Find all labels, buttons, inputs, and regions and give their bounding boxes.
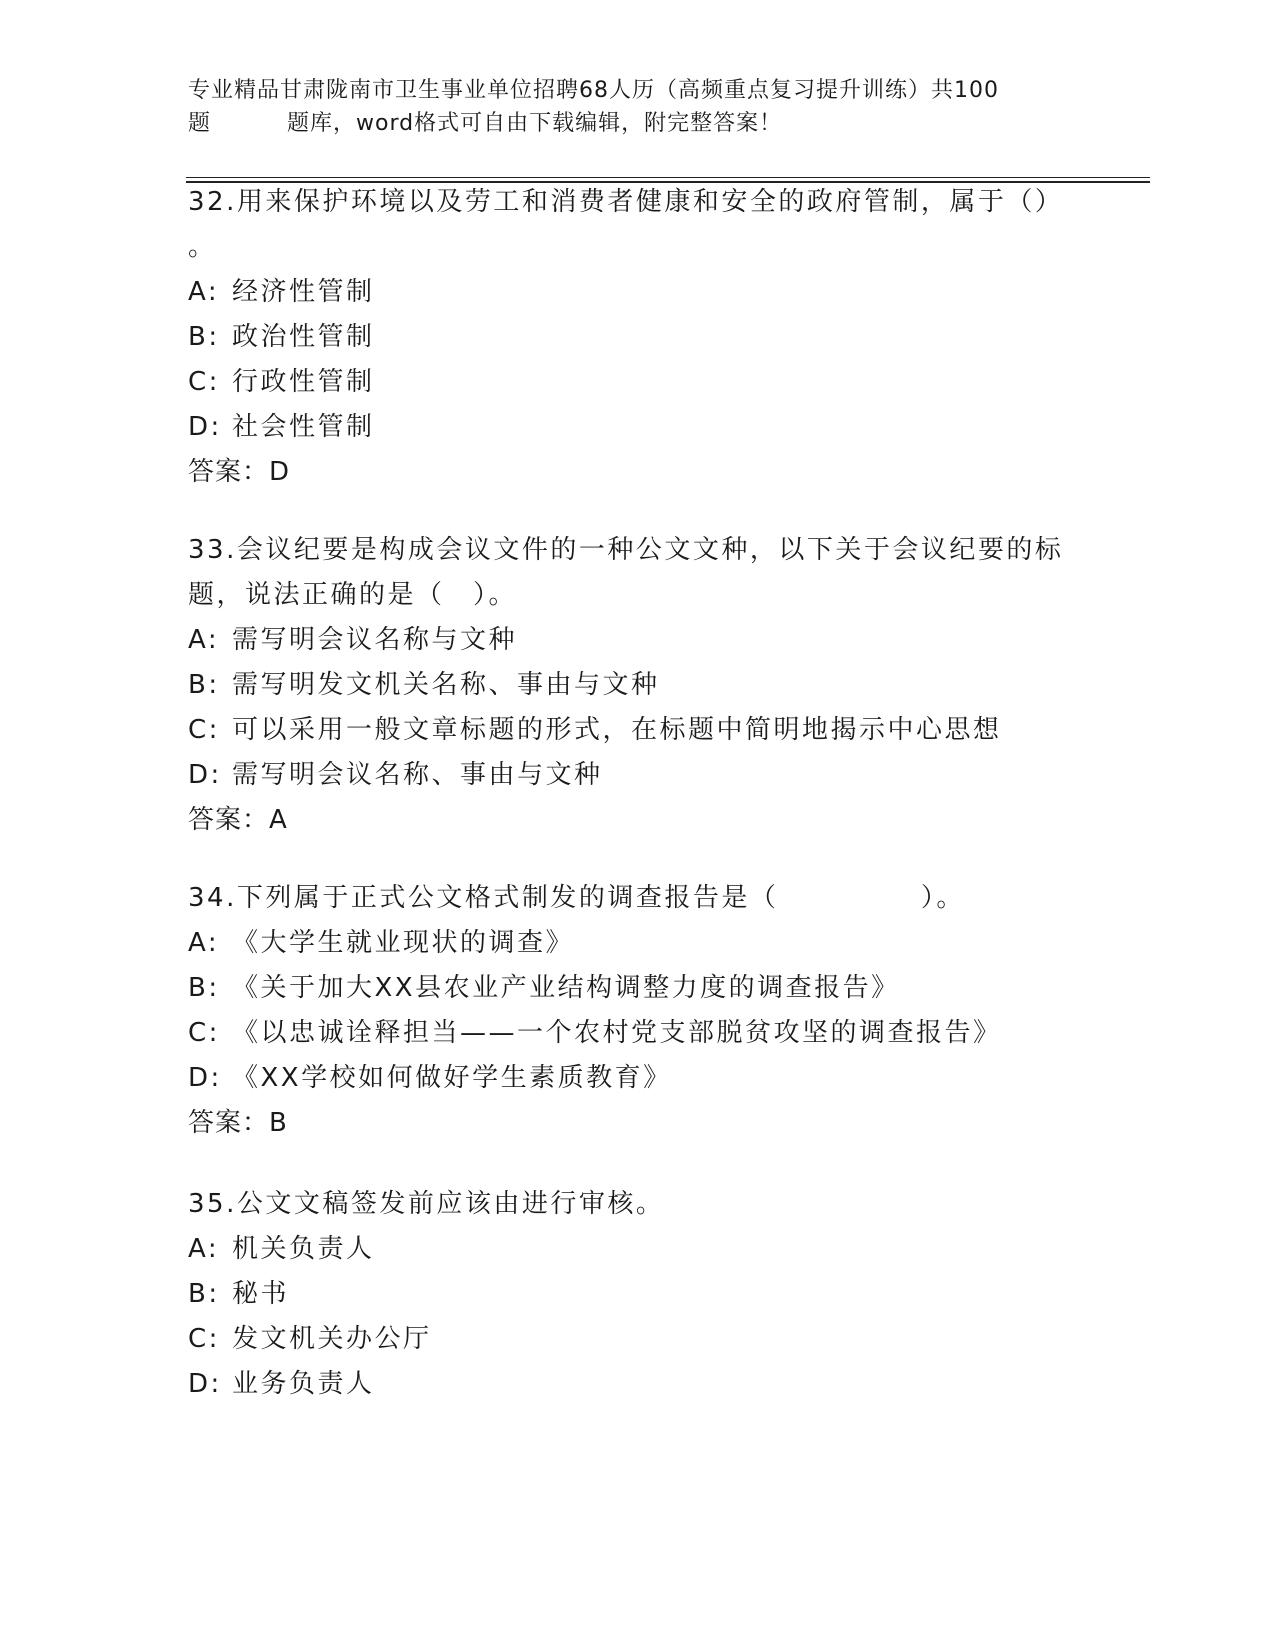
option-letter: C: [188, 715, 220, 745]
option-text: 可以采用一般文章标题的形式，在标题中简明地揭示中心思想 [232, 715, 1002, 745]
option-letter: C: [188, 1324, 220, 1354]
option-text: 需写明会议名称与文种 [232, 625, 518, 655]
option-text: 《关于加大XX县农业产业结构调整力度的调查报告》 [232, 973, 900, 1003]
question-34 [188, 876, 1088, 1146]
option-a [188, 921, 1088, 966]
option-c [188, 360, 1088, 405]
option-text: 社会性管制 [232, 412, 375, 442]
header-line-1: 专业精品甘肃陇南市卫生事业单位招聘68人历（高频重点复习提升训练）共100 [188, 78, 999, 103]
option-letter: D: [188, 1063, 222, 1093]
option-d [188, 753, 1088, 798]
option-b [188, 966, 1088, 1011]
option-b [188, 315, 1088, 360]
option-b [188, 1272, 1088, 1317]
option-text: 《XX学校如何做好学生素质教育》 [232, 1063, 672, 1093]
option-letter: C: [188, 1018, 220, 1048]
option-b [188, 663, 1088, 708]
option-a [188, 1227, 1088, 1272]
option-text: 业务负责人 [232, 1369, 375, 1399]
option-letter: A: [188, 625, 220, 655]
option-d [188, 1056, 1088, 1101]
option-letter: D: [188, 1369, 222, 1399]
question-35 [188, 1182, 1088, 1407]
option-d [188, 1362, 1088, 1407]
option-letter: A: [188, 928, 220, 958]
option-letter: B: [188, 973, 220, 1003]
option-text: 机关负责人 [232, 1234, 375, 1264]
option-text: 需写明发文机关名称、事由与文种 [232, 670, 660, 700]
option-letter: A: [188, 1234, 220, 1264]
option-letter: B: [188, 1279, 220, 1309]
option-a [188, 270, 1088, 315]
page-header [188, 74, 1068, 140]
option-letter: A: [188, 277, 220, 307]
option-d [188, 405, 1088, 450]
question-stem: 32.用来保护环境以及劳工和消费者健康和安全的政府管制，属于（） [188, 187, 1064, 217]
question-stem: 34.下列属于正式公文格式制发的调查报告是（ ）。 [188, 883, 965, 913]
question-stem: 33.会议纪要是构成会议文件的一种公文文种，以下关于会议纪要的标 [188, 535, 1064, 565]
option-letter: D: [188, 760, 222, 790]
option-text: 《大学生就业现状的调查》 [232, 928, 575, 958]
header-line-2-start: 题 [188, 111, 212, 136]
option-c [188, 708, 1088, 753]
header-line-2 [188, 107, 1068, 140]
question-stem-continued: 。 [188, 232, 217, 262]
option-text: 秘书 [232, 1279, 290, 1309]
question-stem-continued: 题，说法正确的是（ ）。 [188, 580, 518, 610]
option-text: 行政性管制 [232, 367, 375, 397]
answer-line: 答案：B [188, 1108, 288, 1138]
option-letter: B: [188, 322, 220, 352]
option-text: 《以忠诚诠释担当——一个农村党支部脱贫攻坚的调查报告》 [232, 1018, 1002, 1048]
option-letter: C: [188, 367, 220, 397]
option-c [188, 1317, 1088, 1362]
question-stem: 35.公文文稿签发前应该由进行审核。 [188, 1189, 665, 1219]
option-c [188, 1011, 1088, 1056]
option-letter: D: [188, 412, 222, 442]
option-text: 发文机关办公厅 [232, 1324, 432, 1354]
option-letter: B: [188, 670, 220, 700]
question-32 [188, 180, 1088, 495]
option-text: 政治性管制 [232, 322, 375, 352]
option-a [188, 618, 1088, 663]
answer-line: 答案：A [188, 805, 288, 835]
option-text: 经济性管制 [232, 277, 375, 307]
header-rule-thin [186, 177, 1150, 178]
header-line-2-end: 题库，word格式可自由下载编辑，附完整答案！ [287, 111, 783, 136]
question-33 [188, 528, 1088, 843]
option-text: 需写明会议名称、事由与文种 [232, 760, 603, 790]
answer-line: 答案：D [188, 457, 291, 487]
header-gap [211, 107, 287, 140]
